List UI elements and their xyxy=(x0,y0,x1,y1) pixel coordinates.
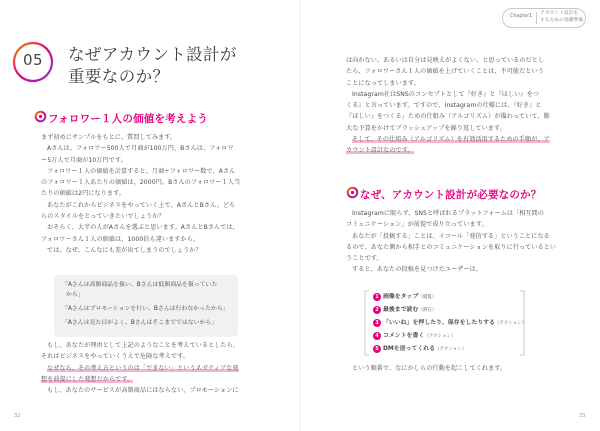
step-text: DMを送ってくれる xyxy=(383,346,435,352)
right-body-end: という順番で、なにかしらの行動を起こしてくれます。 xyxy=(352,365,507,372)
step-item xyxy=(373,331,456,342)
body-line: もし、あなたのサービスが高額商品にはならない、プロモーションに xyxy=(47,387,239,395)
quote-line: から」 xyxy=(66,292,84,298)
highlighted-line: 想を前提にした発想だからです。 xyxy=(41,375,134,383)
section-title-line2: 重要なのか？ xyxy=(68,67,170,86)
body-line: コミュニケーション」が前提で成り立っています。 xyxy=(346,221,488,229)
body-line: たりの価値は2円になります。 xyxy=(41,190,126,198)
step-sub: （アクション） xyxy=(435,347,467,352)
step-item xyxy=(373,292,436,303)
body-line: 大な予算をかけてブラッシュアップを繰り返しています。 xyxy=(346,124,506,132)
body-line: ー5万人で月商が10万円です。 xyxy=(41,156,127,164)
chapter-divider xyxy=(536,12,537,24)
body-line: もし、あなたが理由として上記のようなことを考えているとしたら、 xyxy=(47,342,240,349)
quote-line: 「Aさんはプロモーションを行い、Bさんは行わなかったから」 xyxy=(62,306,229,312)
highlighted-line: なぜなら、その考え方というのは「できない」というネガティブな発 xyxy=(47,364,239,372)
step-sub: （閲覧） xyxy=(418,295,437,300)
heading-why-design: なぜ、アカウント設計が必要なのか？ xyxy=(360,189,542,201)
step-number: 3 xyxy=(373,319,381,327)
highlighted-line: そして、その仕組み（アルゴリズム）を有効活用するための手順が、ア xyxy=(352,136,550,144)
step-number: 2 xyxy=(373,306,381,314)
body-line: すると、あなたの投稿を見つけたユーザーは、 xyxy=(352,266,483,274)
body-line: あなたが「投稿する」ことは、イコール「発信する」ということになる xyxy=(352,232,550,240)
step-text: 最後まで読む xyxy=(383,307,419,313)
right-body-mid xyxy=(346,208,586,276)
chapter-title-line2: するための基礎準備 xyxy=(540,17,584,23)
left-body xyxy=(41,132,291,256)
step-item xyxy=(373,318,526,329)
body-line: あなたがこれからビジネスをやっていく上で、AさんとBさん、どち xyxy=(47,201,236,209)
step-text: 「いいね」を押したり、保存をしたりする xyxy=(383,320,495,326)
body-line: くる』と言っています。ですので、Instagramの仕様には、『好き』と xyxy=(346,102,542,110)
step-text: 画像をタップ xyxy=(383,294,419,300)
chapter-title-line1: アカウント設計を xyxy=(540,11,579,16)
body-line: のフォロワー１人あたりの価値は、2000円。Bさんのフォロワー１人当 xyxy=(41,179,241,187)
body-line: Aさんは、フォロワー500人で月商が100万円、Bさんは、フォロワ xyxy=(47,145,234,153)
step-text: コメントを書く xyxy=(383,333,425,339)
body-line: Instagram社はSNSのコンセプトとして『好き』と『ほしい』をつ xyxy=(352,90,539,98)
section-number: 05 xyxy=(22,51,44,69)
highlighted-line: カウント設計なのです。 xyxy=(346,147,414,155)
body-line: Instagramに限らず、SNSと呼ばれるプラットフォームは「相互間の xyxy=(352,210,545,217)
right-body xyxy=(346,55,586,157)
page-number-right: 33 xyxy=(579,413,586,419)
body-line: うことです。 xyxy=(346,255,383,263)
left-body-lower xyxy=(41,340,291,396)
body-line: は向かない、あるいは自分は見映えがよくない、と思っているのだとし xyxy=(346,57,545,64)
step-sub: （滞在） xyxy=(418,308,437,313)
chapter-header xyxy=(502,8,586,28)
step-item xyxy=(373,305,436,316)
page-number-left: 32 xyxy=(14,413,21,419)
section-title-line1: なぜアカウント設計が xyxy=(68,45,237,64)
body-line: フォロワーさん１人の価値は、1000倍も違いますから。 xyxy=(41,235,200,243)
step-number: 5 xyxy=(373,345,381,353)
quote-line: 「Aさんは高額商品を扱い、Bさんは低額商品を扱っていた xyxy=(62,282,218,288)
heading-ring-icon xyxy=(346,186,359,199)
step-sub: （アクション） xyxy=(494,321,527,326)
body-line: では、なぜ、こんなにも差が出てしまうのでしょうか？ xyxy=(47,246,202,254)
step-number: 4 xyxy=(373,332,381,340)
body-line: おそらく、大半の人がAさんを選ぶと思います。AさんとBさんでは、 xyxy=(47,224,239,232)
heading-ring-icon xyxy=(34,110,47,123)
body-line: それはビジネスをやっていくうえで危険な考えです。 xyxy=(41,353,189,361)
step-sub: （アクション） xyxy=(424,334,456,339)
body-line: 『ほしい』をつくる」ための仕組み（アルゴリズム）が備わっていて、膨 xyxy=(346,113,550,121)
body-line: らのスタイルをとっていきたいでしょうか？ xyxy=(41,213,165,221)
chapter-label: Chapter1 xyxy=(510,14,533,19)
quote-line: 「Aさんは見た目がよく、Bさんはそこまでではないから」 xyxy=(62,320,218,326)
body-line: フォロワー１人の価値を計算すると、月商÷フォロワー数で、Aさん xyxy=(47,167,236,175)
body-line: るので、あなた側から相手とのコミュニケーションを取りに行っているとい xyxy=(346,243,557,251)
body-line: たら、フォロワーさん１人の価値を上げていくことは、不可能だという xyxy=(346,68,544,76)
book-gutter xyxy=(299,0,301,431)
heading-follower-value: フォロワー１人の価値を考えよう xyxy=(48,113,208,125)
step-item xyxy=(373,344,466,355)
body-line: ことになってしまいます。 xyxy=(346,79,420,87)
step-number: 1 xyxy=(373,293,381,301)
body-line: まず初めにサンプルをもとに、質問してみます。 xyxy=(41,134,177,141)
chapter-title xyxy=(540,11,583,24)
